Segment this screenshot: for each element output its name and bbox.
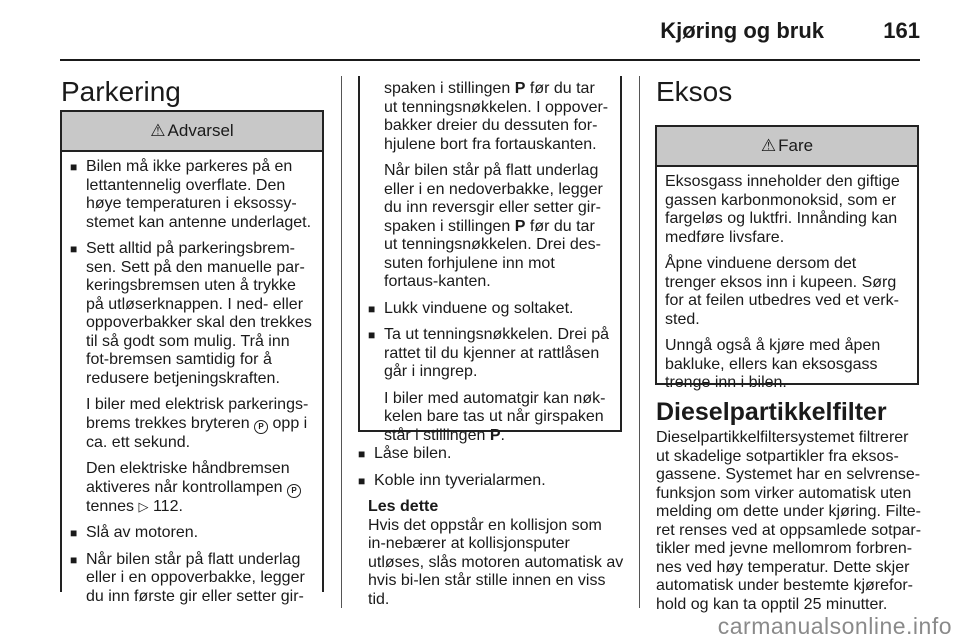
column-divider-right bbox=[639, 76, 640, 608]
text: tennes bbox=[86, 497, 135, 515]
cross-reference-icon: ▷ bbox=[138, 498, 149, 514]
text: før du tar ut tenningsnøkkelen. I oppover-bakker dreier du dessuten for-hjulene bort fra fortauskanten. bbox=[384, 80, 609, 153]
warning-box-continued bbox=[358, 76, 622, 444]
paragraph bbox=[70, 460, 314, 516]
danger-label: Fare bbox=[778, 136, 814, 155]
paragraph: Eksosgass inneholder den giftige gassen karbonmonoksid, som er fargeløs og luktfri. Innånding kan medføre livsfare. bbox=[665, 173, 900, 246]
column-divider-left bbox=[341, 76, 342, 608]
warning-triangle-icon: ⚠ bbox=[760, 136, 777, 155]
header-rule bbox=[60, 59, 920, 61]
watermark: carmanualsonline.info bbox=[717, 613, 952, 639]
note bbox=[358, 498, 624, 609]
paragraph: Unngå også å kjøre med åpen bakluke, ellers kan eksosgass trenge inn i bilen. bbox=[665, 337, 881, 391]
text: I biler med automatgir kan nøk-kelen bare tas ut når girspaken står i stillingen bbox=[384, 389, 606, 444]
header-title: Kjøring og bruk bbox=[660, 18, 824, 43]
section-heading-dieselpartikkelfilter: Dieselpartikkelfilter bbox=[656, 398, 887, 426]
warning-box-body bbox=[62, 152, 322, 618]
gear-position: P bbox=[489, 426, 501, 444]
paragraph bbox=[368, 80, 612, 154]
warning-box-body bbox=[360, 76, 620, 457]
text: opp i ca. ett sekund. bbox=[86, 414, 308, 451]
dieselpartikkelfilter-body: Dieselpartikkelfiltersystemet filtrerer ut skadelige sotpartikler fra eksos-gassene. Systemet har en selvrense-funksjon som virker automatisk uten melding om dette under kjøring. Filte-ret renses ved at oppsamlede sotpar-tikler med jevne mellomrom forbren-nes ved høy temperatur. Dette skjer automatisk under bestemte kjørefor-hold og kan ta opptil 25 minutter. bbox=[656, 429, 922, 613]
danger-box bbox=[655, 125, 919, 391]
note-text: Hvis det oppstår en kollisjon som in-nebærer at kollisjonsputer utløses, slås motoren automatisk av hvis bi-len står stille innen en viss tid. bbox=[368, 516, 624, 608]
middle-column-text bbox=[358, 445, 624, 609]
text: . bbox=[500, 426, 505, 444]
text: spaken i stillingen bbox=[384, 80, 511, 97]
list-item: ■ Lukk vinduene og soltaket. bbox=[368, 300, 612, 319]
text: Når bilen står på flatt underlag eller i en nedoverbakke, legger du inn reversgir eller setter gir-spaken i stillingen bbox=[384, 162, 603, 235]
parking-brake-icon: P bbox=[254, 420, 268, 434]
text: Den elektriske håndbremsen aktiveres når kontrollampen bbox=[86, 460, 290, 496]
text: før du tar ut tenningsnøkkelen. Drei des-suten forhjulene inn mot fortaus-kanten. bbox=[384, 217, 601, 290]
parking-brake-icon: P bbox=[287, 484, 301, 498]
gear-position: P bbox=[514, 217, 526, 235]
paragraph bbox=[368, 162, 612, 292]
page-header bbox=[60, 14, 920, 48]
page-reference[interactable]: 112. bbox=[152, 497, 183, 515]
danger-box-header bbox=[657, 127, 917, 167]
gear-position: P bbox=[514, 80, 526, 97]
warning-box bbox=[60, 110, 324, 605]
warning-box-header bbox=[62, 112, 322, 152]
page-number: 161 bbox=[883, 18, 920, 43]
list-item: ■ Sett alltid på parkeringsbrem-sen. Sett på den manuelle par-keringsbremsen uten å trykke på utløserknappen. I ned- eller oppoverbakker skal den trekkes til så godt som mulig. Trå inn fot-bremsen samtidig for å redusere betjeningskraften. bbox=[70, 240, 314, 388]
list-item: ■ Bilen må ikke parkeres på en lettantennelig overflate. Den høye temperaturen i eksossy-stemet kan antenne underlaget. bbox=[70, 158, 314, 232]
warning-triangle-icon: ⚠ bbox=[150, 121, 166, 140]
list-item: ■ Ta ut tenningsnøkkelen. Drei på rattet til du kjenner at rattlåsen går i inngrep. bbox=[368, 326, 612, 382]
note-label: Les dette bbox=[368, 498, 439, 515]
paragraph: Åpne vinduene dersom det trenger eksos inn i kupeen. Sørg for at feilen utbedres ved et verk-sted. bbox=[665, 255, 899, 328]
warning-label: Advarsel bbox=[167, 121, 234, 140]
list-item: ■ Når bilen står på flatt underlag eller i en oppoverbakke, legger du inn første gir eller setter gir- bbox=[70, 551, 314, 607]
section-heading-eksos: Eksos bbox=[656, 76, 733, 107]
list-item: ■ Låse bilen. bbox=[358, 445, 624, 464]
list-item: ■ Koble inn tyverialarmen. bbox=[358, 472, 624, 491]
text: I biler med elektrisk parkerings-brems trekkes bryteren bbox=[86, 396, 309, 432]
paragraph bbox=[368, 390, 612, 446]
paragraph bbox=[70, 396, 314, 452]
section-heading-parkering: Parkering bbox=[61, 76, 181, 107]
list-item: ■ Slå av motoren. bbox=[70, 524, 314, 543]
danger-box-body bbox=[657, 167, 917, 405]
